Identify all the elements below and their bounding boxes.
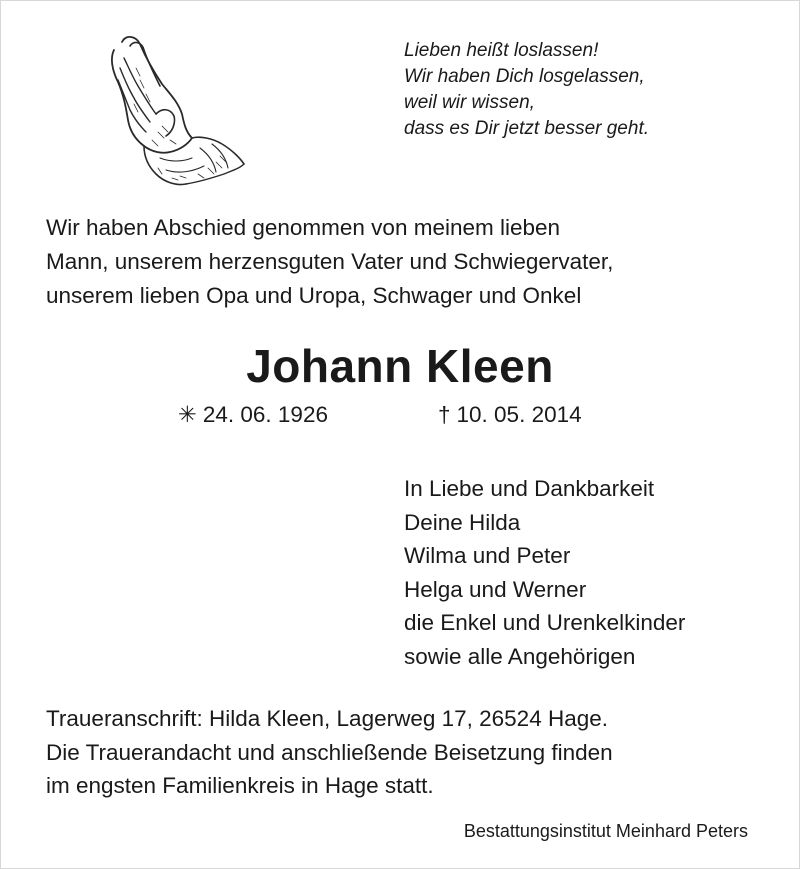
address-line: im engsten Familienkreis in Hage statt. (46, 773, 434, 798)
intro-line: Wir haben Abschied genommen von meinem lieben (46, 215, 561, 240)
poem-line: Lieben heißt loslassen! (404, 40, 599, 61)
birth-star-icon: ✳ (178, 402, 197, 427)
mourners-line: sowie alle Angehörigen (404, 643, 636, 669)
poem-line: Wir haben Dich losgelassen, (404, 66, 645, 87)
address-line: Die Trauerandacht und anschließende Beisetzung finden (46, 739, 613, 765)
death-date: 10. 05. 2014 (456, 402, 582, 427)
death-date-line (438, 400, 582, 430)
death-cross-icon: † (438, 402, 451, 427)
intro-line: Mann, unserem herzensguten Vater und Schwiegervater, (46, 249, 614, 274)
mourners-line: Wilma und Peter (404, 543, 571, 568)
poem (404, 38, 649, 142)
poem-line: dass es Dir jetzt besser geht. (404, 118, 649, 139)
mourners-line: Deine Hilda (404, 509, 521, 535)
mourners-line: Helga und Werner (404, 576, 587, 602)
mourners-list (404, 472, 685, 673)
birth-date: 24. 06. 1926 (202, 402, 328, 427)
poem-line: weil wir wissen, (404, 92, 535, 113)
intro-line: unserem lieben Opa und Uropa, Schwager und Onkel (46, 283, 582, 308)
intro-text (46, 211, 613, 313)
mourning-address (46, 702, 613, 803)
deceased-name: Johann Kleen (246, 340, 554, 392)
mourners-line: die Enkel und Urenkelkinder (404, 610, 686, 635)
birth-date-line (178, 400, 328, 430)
mourners-line: In Liebe und Dankbarkeit (404, 476, 655, 501)
address-line: Traueranschrift: Hilda Kleen, Lagerweg 17, 26524 Hage. (46, 706, 609, 731)
undertaker-credit: Bestattungsinstitut Meinhard Peters (463, 821, 748, 841)
praying-hands-icon (100, 28, 248, 190)
